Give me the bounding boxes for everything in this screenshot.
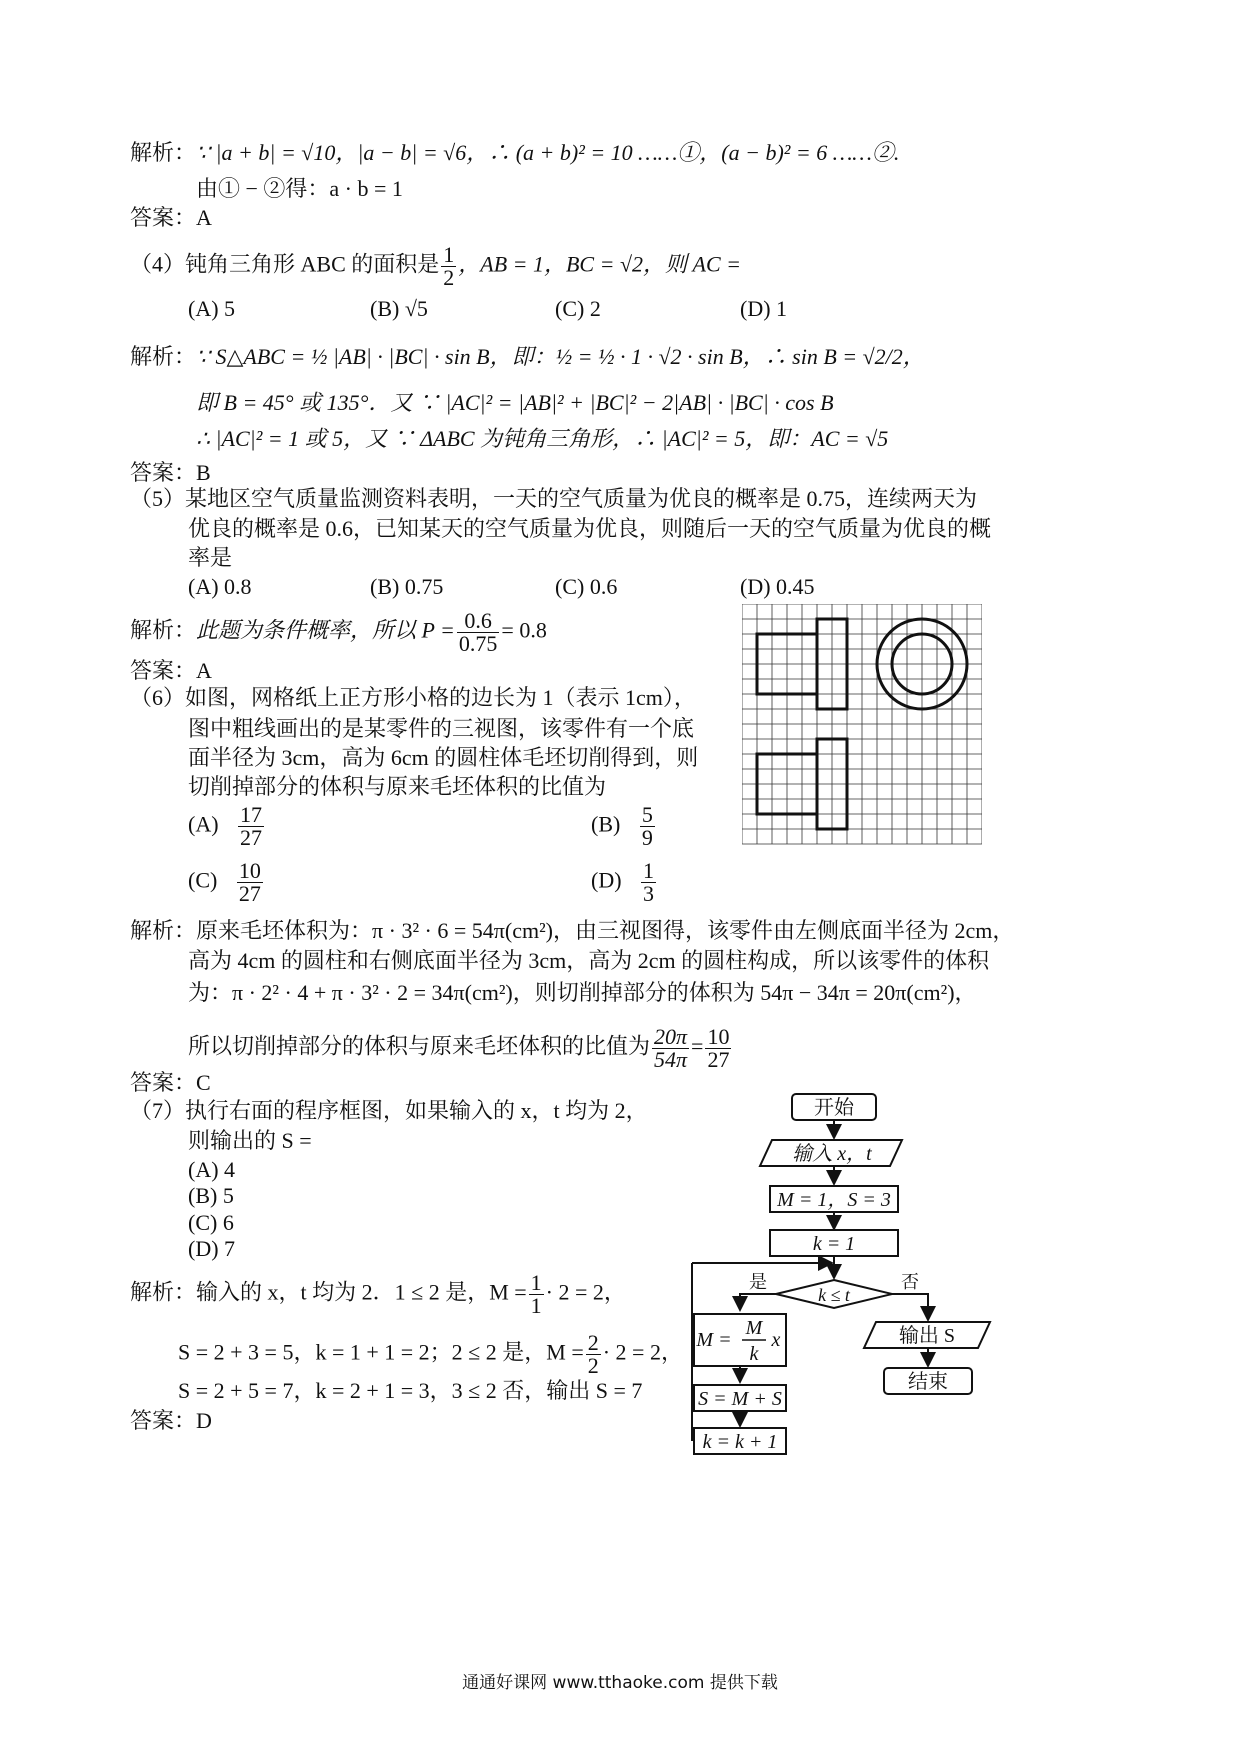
q4-stem bbox=[130, 244, 741, 289]
q6-stem-line1 bbox=[130, 683, 696, 713]
flow-m-update-a: M = bbox=[696, 1329, 732, 1351]
q4-number: （4） bbox=[130, 251, 186, 277]
grid-lines bbox=[742, 604, 982, 844]
q6-solution-line3: 为：π · 2² · 4 + π · 3² · 2 = 34π(cm²)，则切削掉部分的体积为 54π − 34π = 20π(cm²)， bbox=[188, 980, 977, 1005]
q5-answer: 答案：A bbox=[130, 658, 212, 683]
q6-option-d-label: (D) bbox=[591, 867, 622, 893]
q6-stem-line4: 切削掉部分的体积与原来毛坯体积的比值为 bbox=[188, 774, 607, 799]
q6-number: （6） bbox=[130, 685, 186, 710]
q6-stem-line2: 图中粗线画出的是某零件的三视图，该零件有一个底 bbox=[188, 716, 695, 741]
q7-option-b: (B) 5 bbox=[188, 1183, 234, 1208]
q6-sol4-a: 所以切削掉部分的体积与原来毛坯体积的比值为 bbox=[188, 1033, 651, 1059]
q6-option-a bbox=[188, 804, 266, 849]
q7-sol1-fraction bbox=[529, 1272, 544, 1317]
flow-no-label: 否 bbox=[901, 1272, 919, 1292]
q6-solution-line1 bbox=[130, 916, 1014, 946]
q7-solution-line1 bbox=[130, 1272, 626, 1317]
flow-yes-line bbox=[740, 1294, 776, 1310]
q5-frac-num: 0.6 bbox=[457, 610, 500, 633]
q4-solution-label: 解析： bbox=[130, 344, 197, 369]
flow-k-update-text: k = k + 1 bbox=[702, 1431, 778, 1453]
q7-sol2-a: S = 2 + 3 = 5，k = 1 + 1 = 2；2 ≤ 2 是，M = bbox=[178, 1339, 584, 1365]
q3-solution-line1 bbox=[130, 138, 899, 168]
q4-option-a: (A) 5 bbox=[188, 296, 236, 321]
q7-sol1-den: 1 bbox=[530, 1293, 542, 1318]
q6-option-a-den: 27 bbox=[240, 825, 263, 850]
q6-answer: 答案：C bbox=[130, 1070, 211, 1095]
q7-stem1: 执行右面的程序框图，如果输入的 x，t 均为 2， bbox=[185, 1098, 648, 1123]
page-footer: 通通好课网 www.tthaoke.com 提供下载 bbox=[462, 1673, 778, 1693]
q7-sol1-b: · 2 = 2， bbox=[545, 1279, 626, 1305]
q6-ratio-equals: = bbox=[691, 1033, 704, 1059]
q7-answer: 答案：D bbox=[130, 1408, 212, 1433]
q6-solution-line2: 高为 4cm 的圆柱和右侧底面半径为 3cm，高为 2cm 的圆柱构成，所以该零件的体积 bbox=[188, 948, 990, 973]
q4-answer: 答案：B bbox=[130, 460, 211, 485]
q4-stem-b: ，AB = 1，BC = √2，则 AC = bbox=[458, 251, 741, 277]
q6-option-b-den: 9 bbox=[641, 825, 653, 850]
q4-solution-line2: 即 B = 45° 或 135°．又 ∵ |AC|² = |AB|² + |BC|² − 2|AB| · |BC| · cos B bbox=[196, 390, 834, 415]
flow-condition-text: k ≤ t bbox=[818, 1285, 850, 1305]
q4-stem-a: 钝角三角形 ABC 的面积是 bbox=[185, 251, 440, 277]
q7-sol2-fraction bbox=[586, 1332, 601, 1377]
q6-stem-line3: 面半径为 3cm，高为 6cm 的圆柱体毛坯切削得到，则 bbox=[188, 745, 699, 770]
flow-m-update-b: x bbox=[771, 1329, 781, 1351]
q6-option-b-label: (B) bbox=[591, 811, 621, 837]
q5-solution-label: 解析： bbox=[130, 617, 197, 643]
three-view-grid-figure bbox=[742, 604, 982, 846]
q6-ratio1-num: 20π bbox=[654, 1024, 688, 1049]
q6-option-c-label: (C) bbox=[188, 867, 218, 893]
flow-input-text: 输入 x，t bbox=[792, 1143, 872, 1165]
q6-stem1: 如图，网格纸上正方形小格的边长为 1（表示 1cm）， bbox=[185, 685, 696, 710]
q6-option-c-fraction bbox=[237, 860, 263, 905]
q6-option-c-num: 10 bbox=[238, 858, 261, 883]
q7-option-c: (C) 6 bbox=[188, 1210, 234, 1235]
flow-start-text: 开始 bbox=[814, 1097, 854, 1119]
flow-k-init-text: k = 1 bbox=[812, 1233, 856, 1255]
q6-ratio-fraction1 bbox=[652, 1026, 689, 1071]
q7-sol1-a: 输入的 x，t 均为 2．1 ≤ 2 是，M = bbox=[196, 1279, 527, 1305]
q6-ratio2-num: 10 bbox=[707, 1024, 730, 1049]
flow-m-update-den: k bbox=[749, 1343, 759, 1365]
q5-option-d: (D) 0.45 bbox=[740, 574, 815, 599]
q6-option-d-den: 3 bbox=[643, 881, 655, 906]
q5-sol-a: 此题为条件概率，所以 P = bbox=[196, 617, 455, 643]
q4-option-c: (C) 2 bbox=[555, 296, 601, 321]
q4-frac-den: 2 bbox=[443, 265, 455, 290]
q6-option-a-num: 17 bbox=[240, 802, 263, 827]
q7-sol1-num: 1 bbox=[530, 1270, 542, 1295]
q7-solution-line2 bbox=[178, 1332, 683, 1377]
q7-stem-line2: 则输出的 S = bbox=[188, 1128, 312, 1153]
q5-stem1: 某地区空气质量监测资料表明，一天的空气质量为优良的概率是 0.75，连续两天为 bbox=[185, 486, 978, 511]
q4-solution-line1 bbox=[130, 342, 925, 372]
q5-frac-den: 0.75 bbox=[458, 631, 498, 656]
q6-option-c bbox=[188, 860, 265, 905]
q7-solution-line3: S = 2 + 5 = 7，k = 2 + 1 = 3，3 ≤ 2 否，输出 S = 7 bbox=[178, 1378, 643, 1403]
flow-m-update-num: M bbox=[745, 1317, 763, 1339]
q6-option-a-label: (A) bbox=[188, 811, 219, 837]
q5-option-b: (B) 0.75 bbox=[370, 574, 444, 599]
q7-solution-label: 解析： bbox=[130, 1279, 197, 1305]
q5-option-c: (C) 0.6 bbox=[555, 574, 618, 599]
q4-sol1: ∵ S△ABC = ½ |AB| · |BC| · sin B，即：½ = ½ · 1 · √2 · sin B，∴ sin B = √2/2， bbox=[196, 344, 925, 369]
q4-option-d: (D) 1 bbox=[740, 296, 788, 321]
q7-number: （7） bbox=[130, 1098, 186, 1123]
flow-init-text: M = 1，S = 3 bbox=[777, 1189, 891, 1211]
q6-option-d-num: 1 bbox=[643, 858, 655, 883]
q4-option-b: (B) √5 bbox=[370, 296, 428, 321]
q6-sol1: 原来毛坯体积为：π · 3² · 6 = 54π(cm²)，由三视图得，该零件由左侧底面半径为 2cm， bbox=[196, 918, 1015, 943]
q6-option-d-fraction bbox=[641, 860, 656, 905]
q7-sol2-b: · 2 = 2， bbox=[602, 1339, 683, 1365]
q3-solution-text: ∵ |a + b| = √10，|a − b| = √6，∴ (a + b)² = 10 ……①，(a − b)² = 6 ……②. bbox=[196, 140, 900, 165]
q6-ratio-fraction2 bbox=[705, 1026, 731, 1071]
q7-option-a: (A) 4 bbox=[188, 1157, 236, 1182]
q6-ratio2-den: 27 bbox=[707, 1047, 730, 1072]
q5-option-a: (A) 0.8 bbox=[188, 574, 252, 599]
flow-s-update-text: S = M + S bbox=[698, 1388, 782, 1410]
q7-option-d: (D) 7 bbox=[188, 1236, 236, 1261]
q4-frac-num: 1 bbox=[443, 242, 455, 267]
q5-sol-b: = 0.8 bbox=[501, 617, 547, 643]
q7-stem-line1 bbox=[130, 1096, 648, 1126]
flow-yes-label: 是 bbox=[749, 1272, 767, 1292]
q6-option-d bbox=[591, 860, 658, 905]
q7-sol2-num: 2 bbox=[587, 1330, 599, 1355]
q6-solution-label: 解析： bbox=[130, 918, 197, 943]
q4-area-fraction bbox=[441, 244, 456, 289]
flow-no-line bbox=[892, 1294, 928, 1320]
q3-answer: 答案：A bbox=[130, 205, 212, 230]
program-flowchart bbox=[670, 1088, 1000, 1458]
q5-stem-line2: 优良的概率是 0.6，已知某天的空气质量为优良，则随后一天的空气质量为优良的概 bbox=[188, 516, 992, 541]
q6-option-b bbox=[591, 804, 657, 849]
q5-stem-line3: 率是 bbox=[188, 545, 233, 570]
q3-solution-line2: 由① − ②得：a · b = 1 bbox=[196, 176, 403, 201]
q7-sol2-den: 2 bbox=[587, 1353, 599, 1378]
q3-solution-label: 解析： bbox=[130, 140, 197, 165]
q6-option-a-fraction bbox=[238, 804, 264, 849]
q5-probability-fraction bbox=[457, 610, 500, 655]
q4-solution-line3: ∴ |AC|² = 1 或 5，又 ∵ ΔABC 为钝角三角形，∴ |AC|² = 5，即：AC = √5 bbox=[196, 426, 889, 451]
flow-end-text: 结束 bbox=[908, 1371, 948, 1393]
q6-option-b-num: 5 bbox=[641, 802, 653, 827]
flow-output-text: 输出 S bbox=[898, 1325, 956, 1347]
q6-ratio1-den: 54π bbox=[654, 1047, 688, 1072]
q5-solution bbox=[130, 610, 547, 655]
q6-solution-line4 bbox=[188, 1026, 733, 1071]
q5-stem-line1 bbox=[130, 484, 977, 514]
q6-option-c-den: 27 bbox=[238, 881, 261, 906]
q5-number: （5） bbox=[130, 486, 186, 511]
q6-option-b-fraction bbox=[640, 804, 655, 849]
